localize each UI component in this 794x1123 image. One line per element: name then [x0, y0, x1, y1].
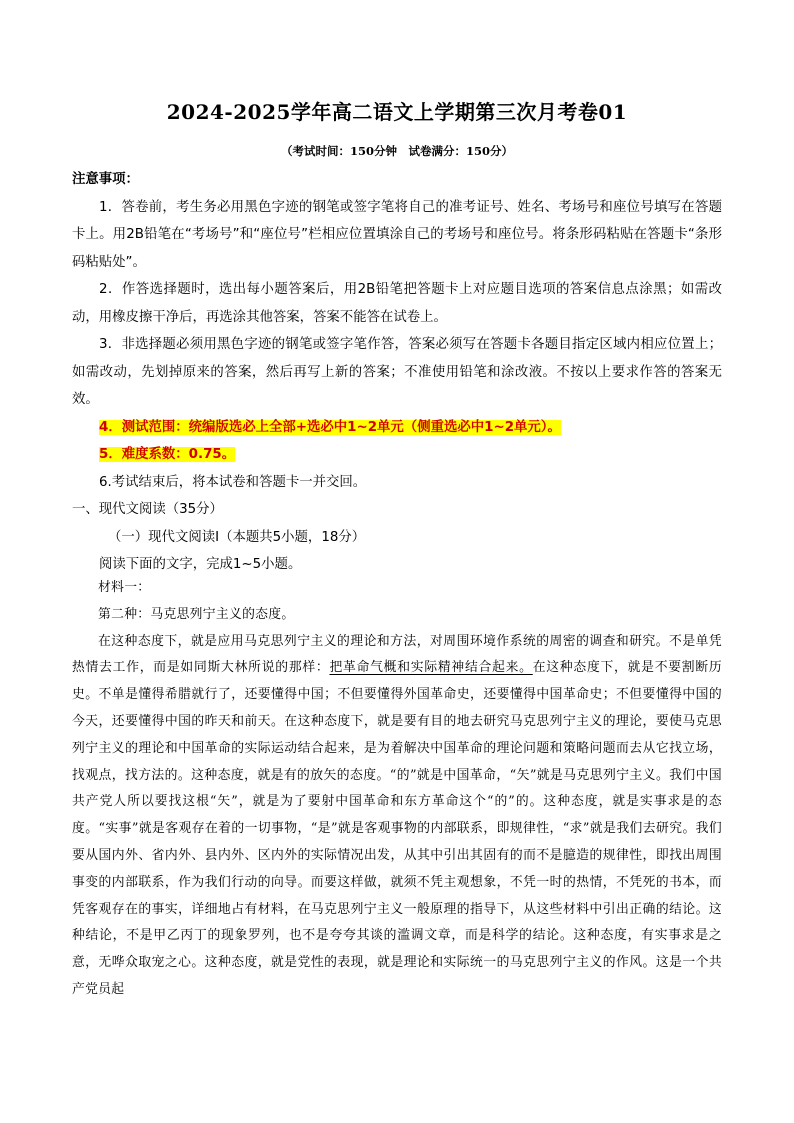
- page-title: 2024-2025学年高二语文上学期第三次月考卷01: [166, 100, 628, 124]
- passage-paragraph: [72, 629, 722, 1004]
- reading-instruction: 阅读下面的文字，完成1~5小题。: [99, 557, 302, 572]
- passage-text: 在这种态度下，就是应用马克思列宁主义的理论和方法，对周围环境作系统的周密的调查和研究。不是单凭热情去工作，而是如同斯大林所说的那样：: [72, 633, 722, 676]
- notice-heading: 注意事项：: [72, 172, 139, 187]
- notice-section: [72, 166, 722, 579]
- notice-item-6: 6.考试结束后，将本试卷和答题卡一并交回。: [99, 474, 367, 490]
- underlined-quote: 把革命气概和实际精神结合起来。: [329, 660, 533, 676]
- notice-item-4: [72, 414, 722, 442]
- material-title: 第二种：马克思列宁主义的态度。: [98, 606, 295, 622]
- reading-passage: [72, 575, 722, 1004]
- notice-item-2: 2．作答选择题时，选出每小题答案后，用2B铅笔把答题卡上对应题目选项的答案信息点涂黑；如需改动，用橡皮擦干净后，再选涂其他答案，答案不能答在试卷上。: [72, 282, 722, 325]
- section-heading: 一、现代文阅读（35分）: [72, 502, 223, 517]
- exam-info: （考试时间：150分钟 试卷满分：150分）: [280, 144, 513, 158]
- notice-item-1: 1．答卷前，考生务必用黑色字迹的钢笔或签字笔将自己的准考证号、姓名、考场号和座位号填写在答题卡上。用2B铅笔在“考场号”和“座位号”栏相应位置填涂自己的考场号和座位号。将条形码粘贴在答题卡“条形码粘贴处”。: [72, 199, 722, 270]
- material-label: 材料一：: [98, 580, 151, 595]
- sub-section-heading: （一）现代文阅读Ⅰ（本题共5小题，18分）: [108, 529, 366, 545]
- notice-item-5: [72, 441, 722, 469]
- passage-text-continued: 在这种态度下，就是不要割断历史。不单是懂得希腊就行了，还要懂得中国；不但要懂得外国革命史，还要懂得中国革命史；不但要懂得中国的今天，还要懂得中国的昨天和前天。在这种态度下，就是要有目的地去研究马克思列宁主义的理论，要使马克思列宁主义的理论和中国革命的实际运动结合起来，是为着解决中国革命的理论问题和策略问题而去从它找立场，找观点，找方法的。这种态度，就是有的放矢的态度。“的”就是中国革命，“矢”就是马克思列宁主义。我们中国共产党人所以要找这根“矢”，就是为了要射中国革命和东方革命这个“的”的。这种态度，就是实事求是的态度。“实事”就是客观存在着的一切事物，“是”就是客观事物的内部联系，即规律性，“求”就是我们去研究。我们要从国内外、省内外、县内外、区内外的实际情况出发，从其中引出其固有的而不是臆造的规律性，即找出周围事变的内部联系，作为我们行动的向导。而要这样做，就须不凭主观想象，不凭一时的热情，不凭死的书本，而凭客观存在的事实，详细地占有材料，在马克思列宁主义一般原理的指导下，从这些材料中引出正确的结论。这种结论，不是甲乙丙丁的现象罗列，也不是夸夸其谈的滥调文章，而是科学的结论。这种态度，有实事求是之意，无哗众取宠之心。这种态度，就是党性的表现，就是理论和实际统一的马克思列宁主义的作风。这是一个共产党员起: [72, 660, 722, 997]
- highlighted-scope: 4．测试范围：统编版选必上全部+选必中1~2单元（侧重选必中1~2单元）。: [99, 419, 561, 435]
- highlighted-difficulty: 5．难度系数：0.75。: [99, 447, 236, 462]
- notice-item-3: 3．非选择题必须用黑色字迹的钢笔或签字笔作答，答案必须写在答题卡各题目指定区域内相应位置上；如需改动，先划掉原来的答案，然后再写上新的答案；不准使用铅笔和涂改液。不按以上要求作答的答案无效。: [72, 337, 722, 407]
